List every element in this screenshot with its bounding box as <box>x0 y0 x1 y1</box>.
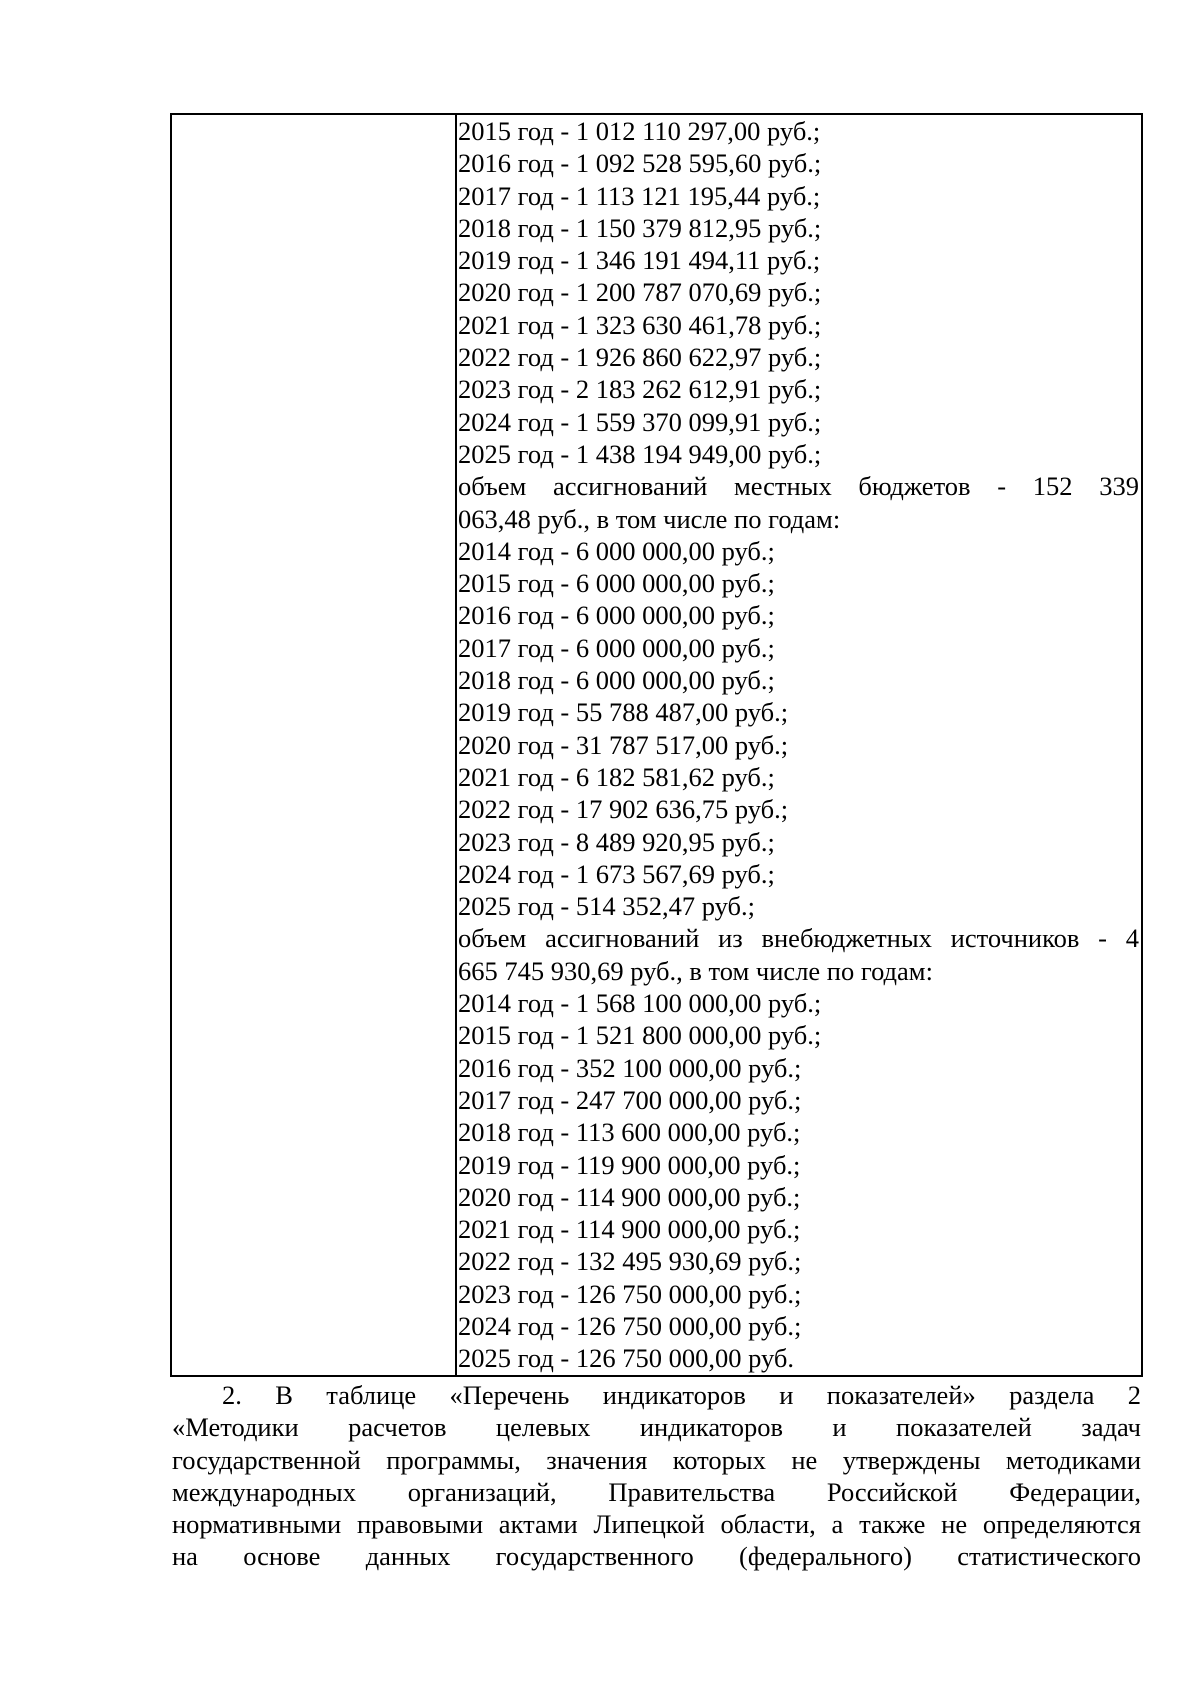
funding-line: 2015 год - 1 012 110 297,00 руб.; <box>458 116 821 146</box>
funding-line: 2015 год - 6 000 000,00 руб.; <box>458 568 775 599</box>
funding-line: 2018 год - 1 150 379 812,95 руб.; <box>458 212 822 243</box>
funding-line: 2023 год - 8 489 920,95 руб.; <box>458 826 775 857</box>
funding-line: 2017 год - 247 700 000,00 руб.; <box>458 1084 802 1115</box>
extrabudgetary-header-cont: 665 745 930,69 руб., в том числе по годам: <box>458 955 933 986</box>
funding-line: 2023 год - 2 183 262 612,91 руб.; <box>458 374 822 405</box>
funding-line: 2023 год - 126 750 000,00 руб.; <box>458 1278 802 1309</box>
funding-line: 2017 год - 6 000 000,00 руб.; <box>458 632 775 663</box>
funding-line: 2021 год - 114 900 000,00 руб.; <box>458 1214 801 1245</box>
paragraph-line: нормативными правовыми актами Липецкой области, а также не определяются <box>172 1509 1141 1540</box>
paragraph-line: «Методики расчетов целевых индикаторов и показателей задач <box>172 1412 1141 1443</box>
funding-line: 2018 год - 113 600 000,00 руб.; <box>458 1117 801 1148</box>
funding-line: 2019 год - 119 900 000,00 руб.; <box>458 1149 801 1180</box>
funding-line: 2019 год - 1 346 191 494,11 руб.; <box>458 245 821 276</box>
funding-line: 2018 год - 6 000 000,00 руб.; <box>458 665 775 696</box>
paragraph-line: на основе данных государственного (федерального) статистического <box>172 1541 1141 1572</box>
funding-line: 2022 год - 17 902 636,75 руб.; <box>458 794 789 825</box>
funding-line: 2016 год - 6 000 000,00 руб.; <box>458 600 775 631</box>
funding-line: 2024 год - 126 750 000,00 руб.; <box>458 1310 802 1341</box>
funding-line: 2021 год - 6 182 581,62 руб.; <box>458 761 775 792</box>
funding-line: 2020 год - 31 787 517,00 руб.; <box>458 729 789 760</box>
paragraph-line: государственной программы, значения которых не утверждены методиками <box>172 1444 1141 1475</box>
table-cell-empty <box>171 114 456 1376</box>
funding-line: 2020 год - 114 900 000,00 руб.; <box>458 1181 801 1212</box>
funding-line: 2014 год - 6 000 000,00 руб.; <box>458 535 775 566</box>
funding-line: 2016 год - 1 092 528 595,60 руб.; <box>458 148 822 179</box>
local-budget-block <box>458 470 1139 922</box>
paragraph-line: 2. В таблице «Перечень индикаторов и показателей» раздела 2 <box>222 1380 1141 1410</box>
funding-line: 2017 год - 1 113 121 195,44 руб.; <box>458 180 821 211</box>
extrabudgetary-header: объем ассигнований из внебюджетных источников - 4 <box>458 923 1139 954</box>
table-row <box>171 114 1142 1376</box>
local-budget-header: объем ассигнований местных бюджетов - 152 339 <box>458 471 1139 502</box>
funding-line: 2019 год - 55 788 487,00 руб.; <box>458 697 789 728</box>
funding-line: 2022 год - 132 495 930,69 руб.; <box>458 1246 802 1277</box>
funding-line: 2021 год - 1 323 630 461,78 руб.; <box>458 309 822 340</box>
funding-line: 2022 год - 1 926 860 622,97 руб.; <box>458 342 822 373</box>
funding-line: 2025 год - 514 352,47 руб.; <box>458 891 756 922</box>
funding-line: 2024 год - 1 673 567,69 руб.; <box>458 858 775 889</box>
local-budget-header-cont: 063,48 руб., в том числе по годам: <box>458 503 841 534</box>
funding-line: 2016 год - 352 100 000,00 руб.; <box>458 1052 802 1083</box>
paragraph-line: международных организаций, Правительства Российской Федерации, <box>172 1476 1141 1507</box>
funding-line: 2025 год - 1 438 194 949,00 руб.; <box>458 438 822 469</box>
funding-line: 2024 год - 1 559 370 099,91 руб.; <box>458 406 822 437</box>
funding-line: 2015 год - 1 521 800 000,00 руб.; <box>458 1020 822 1051</box>
funding-line: 2025 год - 126 750 000,00 руб. <box>458 1343 795 1374</box>
funding-line: 2014 год - 1 568 100 000,00 руб.; <box>458 988 822 1019</box>
amendment-paragraph <box>172 1379 1141 1573</box>
funding-cell <box>456 114 1142 1376</box>
extrabudgetary-block <box>458 922 1139 1374</box>
regional-funding-list <box>458 115 1139 470</box>
budget-table <box>170 113 1143 1377</box>
funding-line: 2020 год - 1 200 787 070,69 руб.; <box>458 277 822 308</box>
